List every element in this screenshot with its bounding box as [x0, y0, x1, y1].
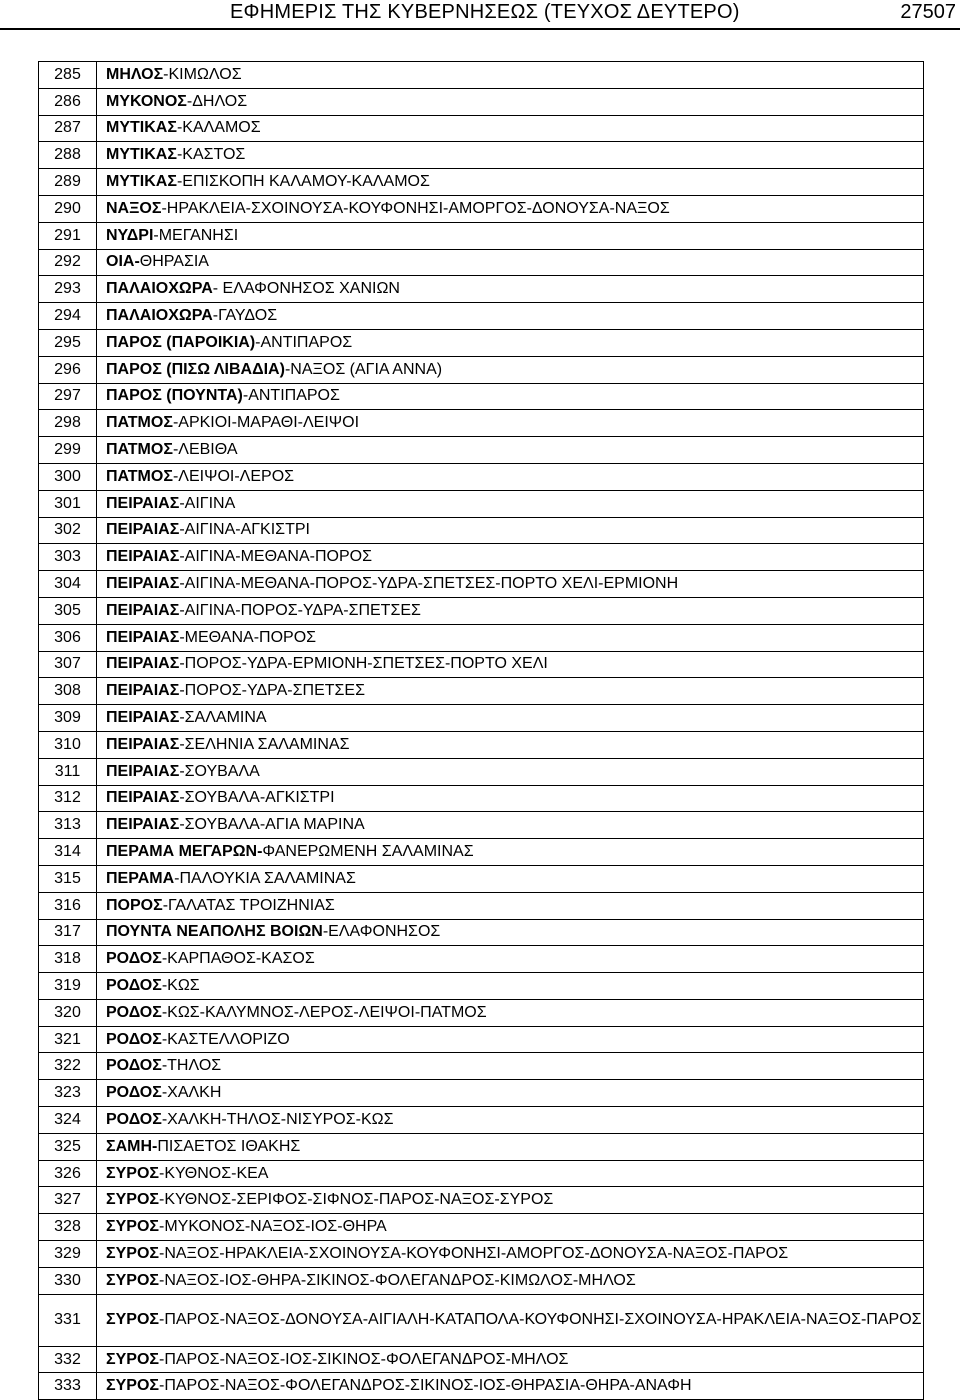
- table-row: [39, 597, 924, 624]
- table-row: [39, 785, 924, 812]
- route-stops: -ΜΥΚΟΝΟΣ-ΝΑΞΟΣ-ΙΟΣ-ΘΗΡΑ: [159, 1218, 387, 1236]
- table-row: [39, 946, 924, 973]
- route-number: 315: [39, 865, 97, 892]
- table-row: [39, 1026, 924, 1053]
- route-description: [97, 1294, 924, 1346]
- route-description: [97, 651, 924, 678]
- table-row: [39, 115, 924, 142]
- route-description: [97, 812, 924, 839]
- route-description: [97, 1214, 924, 1241]
- table-row: [39, 222, 924, 249]
- table-row: [39, 88, 924, 115]
- table-row: [39, 142, 924, 169]
- gazette-title: ΕΦΗΜΕΡΙΣ ΤΗΣ ΚΥΒΕΡΝΗΣΕΩΣ (ΤΕΥΧΟΣ ΔΕΥΤΕΡΟ): [230, 1, 740, 23]
- table-row: [39, 544, 924, 571]
- route-stops: -ΑΙΓΙΝΑ-ΑΓΚΙΣΤΡΙ: [179, 521, 310, 539]
- route-number: 323: [39, 1080, 97, 1107]
- route-origin: ΠΑΤΜΟΣ: [106, 441, 173, 459]
- route-number: 318: [39, 946, 97, 973]
- route-description: [97, 597, 924, 624]
- route-description: [97, 517, 924, 544]
- route-description: [97, 705, 924, 732]
- route-description: [97, 731, 924, 758]
- route-number: 290: [39, 195, 97, 222]
- route-description: [97, 249, 924, 276]
- route-number: 317: [39, 919, 97, 946]
- route-number: 304: [39, 571, 97, 598]
- route-number: 306: [39, 624, 97, 651]
- table-row: [39, 62, 924, 89]
- route-description: [97, 839, 924, 866]
- route-number: 327: [39, 1187, 97, 1214]
- route-origin: ΟΙΑ-: [106, 253, 140, 271]
- route-description: [97, 758, 924, 785]
- table-row: [39, 329, 924, 356]
- table-row: [39, 383, 924, 410]
- route-number: 300: [39, 463, 97, 490]
- route-number: 293: [39, 276, 97, 303]
- route-stops: -ΠΑΡΟΣ-ΝΑΞΟΣ-ΔΟΝΟΥΣΑ-ΑΙΓΙΑΛΗ-ΚΑΤΑΠΟΛΑ-ΚΟΥΦΟΝΗΣΙ-ΣΧΟΙΝΟΥΣΑ-ΗΡΑΚΛΕΙΑ-ΝΑΞΟΣ-ΠΑΡΟΣ: [159, 1311, 922, 1329]
- route-number: 320: [39, 999, 97, 1026]
- route-origin: ΠΑΡΟΣ (ΠΙΣΩ ΛΙΒΑΔΙΑ): [106, 360, 285, 378]
- route-number: 299: [39, 437, 97, 464]
- route-number: 312: [39, 785, 97, 812]
- route-stops: -ΜΕΓΑΝΗΣΙ: [153, 226, 239, 244]
- route-origin: ΠΕΙΡΑΙΑΣ: [106, 521, 180, 539]
- route-number: 295: [39, 329, 97, 356]
- route-stops: -ΜΕΘΑΝΑ-ΠΟΡΟΣ: [179, 628, 317, 646]
- route-description: [97, 169, 924, 196]
- route-description: [97, 892, 924, 919]
- route-number: 311: [39, 758, 97, 785]
- table-row: [39, 973, 924, 1000]
- route-stops: -ΤΗΛΟΣ: [161, 1057, 222, 1075]
- routes-table: [38, 61, 924, 1400]
- route-origin: ΜΥΤΙΚΑΣ: [106, 146, 177, 164]
- route-number: 333: [39, 1373, 97, 1400]
- table-row: [39, 303, 924, 330]
- route-description: [97, 195, 924, 222]
- route-stops: -ΓΑΥΔΟΣ: [212, 307, 278, 325]
- route-origin: ΜΥΤΙΚΑΣ: [106, 173, 177, 191]
- table-row: [39, 1160, 924, 1187]
- route-number: 321: [39, 1026, 97, 1053]
- table-row: [39, 865, 924, 892]
- table-row: [39, 517, 924, 544]
- table-row: [39, 356, 924, 383]
- route-description: [97, 437, 924, 464]
- route-origin: ΣΥΡΟΣ: [106, 1377, 159, 1395]
- route-number: 331: [39, 1294, 97, 1346]
- route-origin: ΣΥΡΟΣ: [106, 1164, 159, 1182]
- table-row: [39, 624, 924, 651]
- route-stops: -ΣΕΛΗΝΙΑ ΣΑΛΑΜΙΝΑΣ: [179, 735, 350, 753]
- route-origin: ΠΕΙΡΑΙΑΣ: [106, 816, 180, 834]
- table-row: [39, 678, 924, 705]
- route-stops: ΠΙΣΑΕΤΟΣ ΙΘΑΚΗΣ: [157, 1137, 301, 1155]
- route-stops: -ΝΑΞΟΣ-ΗΡΑΚΛΕΙΑ-ΣΧΟΙΝΟΥΣΑ-ΚΟΥΦΟΝΗΣΙ-ΑΜΟΡΓΟΣ-ΔΟΝΟΥΣΑ-ΝΑΞΟΣ-ΠΑΡΟΣ: [159, 1244, 789, 1262]
- route-number: 305: [39, 597, 97, 624]
- route-stops: -ΕΠΙΣΚΟΠΗ ΚΑΛΑΜΟΥ-ΚΑΛΑΜΟΣ: [176, 173, 430, 191]
- route-description: [97, 410, 924, 437]
- route-description: [97, 88, 924, 115]
- table-row: [39, 999, 924, 1026]
- route-description: [97, 1080, 924, 1107]
- route-number: 326: [39, 1160, 97, 1187]
- route-origin: ΝΥΔΡΙ: [106, 226, 154, 244]
- route-origin: ΣΥΡΟΣ: [106, 1244, 159, 1262]
- route-number: 319: [39, 973, 97, 1000]
- route-number: 307: [39, 651, 97, 678]
- route-description: [97, 222, 924, 249]
- route-origin: ΡΟΔΟΣ: [106, 1030, 162, 1048]
- route-description: [97, 1187, 924, 1214]
- route-origin: ΠΕΙΡΑΙΑΣ: [106, 575, 180, 593]
- route-description: [97, 490, 924, 517]
- table-row: [39, 1080, 924, 1107]
- table-row: [39, 410, 924, 437]
- route-origin: ΠΕΙΡΑΙΑΣ: [106, 655, 180, 673]
- route-origin: ΡΟΔΟΣ: [106, 950, 162, 968]
- route-description: [97, 383, 924, 410]
- table-row: [39, 1294, 924, 1346]
- route-number: 298: [39, 410, 97, 437]
- route-stops: -ΚΑΣΤΟΣ: [176, 146, 246, 164]
- route-number: 296: [39, 356, 97, 383]
- route-number: 285: [39, 62, 97, 89]
- route-origin: ΠΟΡΟΣ: [106, 896, 163, 914]
- table-row: [39, 195, 924, 222]
- page-header: [0, 0, 960, 30]
- table-row: [39, 812, 924, 839]
- route-origin: ΡΟΔΟΣ: [106, 976, 162, 994]
- route-origin: ΡΟΔΟΣ: [106, 1003, 162, 1021]
- route-stops: ΦΑΝΕΡΩΜΕΝΗ ΣΑΛΑΜΙΝΑΣ: [262, 843, 474, 860]
- route-origin: ΠΕΡΑΜΑ ΜΕΓΑΡΩΝ-: [106, 843, 263, 860]
- route-origin: ΣΥΡΟΣ: [106, 1271, 159, 1289]
- route-number: 332: [39, 1346, 97, 1373]
- route-number: 330: [39, 1267, 97, 1294]
- route-stops: -ΑΙΓΙΝΑ-ΠΟΡΟΣ-ΥΔΡΑ-ΣΠΕΤΣΕΣ: [179, 601, 421, 619]
- route-origin: ΠΕΙΡΑΙΑΣ: [106, 628, 180, 646]
- route-origin: ΠΑΤΜΟΣ: [106, 414, 173, 432]
- route-stops: -ΣΑΛΑΜΙΝΑ: [179, 709, 267, 727]
- route-number: 324: [39, 1107, 97, 1134]
- route-origin: ΠΕΙΡΑΙΑΣ: [106, 682, 180, 700]
- table-row: [39, 463, 924, 490]
- table-row: [39, 249, 924, 276]
- route-description: [97, 356, 924, 383]
- route-description: [97, 678, 924, 705]
- route-number: 287: [39, 115, 97, 142]
- route-description: [97, 946, 924, 973]
- route-origin: ΠΕΙΡΑΙΑΣ: [106, 789, 180, 807]
- route-description: [97, 463, 924, 490]
- route-stops: -ΣΟΥΒΑΛΑ: [179, 762, 260, 780]
- route-stops: -ΚΑΡΠΑΘΟΣ-ΚΑΣΟΣ: [161, 950, 315, 968]
- route-description: [97, 1053, 924, 1080]
- route-description: [97, 142, 924, 169]
- route-origin: ΣΥΡΟΣ: [106, 1218, 159, 1236]
- route-stops: -ΧΑΛΚΗ: [161, 1084, 222, 1102]
- route-description: [97, 624, 924, 651]
- route-number: 313: [39, 812, 97, 839]
- route-stops: -ΠΑΡΟΣ-ΝΑΞΟΣ-ΙΟΣ-ΣΙΚΙΝΟΣ-ΦΟΛΕΓΑΝΔΡΟΣ-ΜΗΛΟΣ: [159, 1350, 569, 1368]
- route-stops: -ΧΑΛΚΗ-ΤΗΛΟΣ-ΝΙΣΥΡΟΣ-ΚΩΣ: [161, 1110, 394, 1128]
- route-number: 310: [39, 731, 97, 758]
- route-stops: -ΚΥΘΝΟΣ-ΣΕΡΙΦΟΣ-ΣΙΦΝΟΣ-ΠΑΡΟΣ-ΝΑΞΟΣ-ΣΥΡΟΣ: [159, 1191, 554, 1209]
- route-description: [97, 785, 924, 812]
- route-origin: ΠΕΙΡΑΙΑΣ: [106, 494, 180, 512]
- route-description: [97, 1160, 924, 1187]
- route-origin: ΠΕΙΡΑΙΑΣ: [106, 548, 180, 566]
- route-origin: ΡΟΔΟΣ: [106, 1057, 162, 1075]
- route-description: [97, 919, 924, 946]
- route-origin: ΜΥΤΙΚΑΣ: [106, 119, 177, 137]
- table-row: [39, 731, 924, 758]
- route-number: 328: [39, 1214, 97, 1241]
- table-row: [39, 758, 924, 785]
- route-description: [97, 1133, 924, 1160]
- route-number: 316: [39, 892, 97, 919]
- route-number: 314: [39, 839, 97, 866]
- route-stops: -ΚΑΛΑΜΟΣ: [176, 119, 261, 137]
- page-number: 27507: [900, 1, 956, 23]
- table-row: [39, 437, 924, 464]
- table-row: [39, 1346, 924, 1373]
- route-stops: -ΑΙΓΙΝΑ-ΜΕΘΑΝΑ-ΠΟΡΟΣ: [179, 548, 372, 566]
- route-stops: -ΠΑΛΟΥΚΙΑ ΣΑΛΑΜΙΝΑΣ: [174, 869, 356, 887]
- route-stops: -ΑΡΚΙΟΙ-ΜΑΡΑΘΙ-ΛΕΙΨΟΙ: [172, 414, 360, 432]
- route-stops: -ΣΟΥΒΑΛΑ-ΑΓΚΙΣΤΡΙ: [179, 789, 335, 807]
- route-description: [97, 1267, 924, 1294]
- route-origin: ΜΥΚΟΝΟΣ: [106, 92, 187, 110]
- table-row: [39, 571, 924, 598]
- route-stops: -ΠΟΡΟΣ-ΥΔΡΑ-ΣΠΕΤΣΕΣ: [179, 682, 365, 700]
- route-number: 292: [39, 249, 97, 276]
- route-number: 297: [39, 383, 97, 410]
- route-description: [97, 999, 924, 1026]
- route-stops: -ΑΙΓΙΝΑ: [179, 494, 236, 512]
- table-row: [39, 276, 924, 303]
- route-description: [97, 973, 924, 1000]
- route-origin: ΣΑΜΗ-: [106, 1137, 158, 1155]
- table-row: [39, 1107, 924, 1134]
- route-stops: -ΑΙΓΙΝΑ-ΜΕΘΑΝΑ-ΠΟΡΟΣ-ΥΔΡΑ-ΣΠΕΤΣΕΣ-ΠΟΡΤΟ ΧΕΛΙ-ΕΡΜΙΟΝΗ: [179, 575, 679, 593]
- table-row: [39, 892, 924, 919]
- table-row: [39, 651, 924, 678]
- table-row: [39, 1241, 924, 1268]
- route-description: [97, 571, 924, 598]
- route-description: [97, 544, 924, 571]
- route-description: [97, 115, 924, 142]
- route-number: 308: [39, 678, 97, 705]
- route-number: 286: [39, 88, 97, 115]
- table-row: [39, 919, 924, 946]
- route-origin: ΣΥΡΟΣ: [106, 1191, 159, 1209]
- table-row: [39, 490, 924, 517]
- route-origin: ΠΕΙΡΑΙΑΣ: [106, 601, 180, 619]
- route-origin: ΠΕΡΑΜΑ: [106, 869, 175, 887]
- route-stops: -ΠΟΡΟΣ-ΥΔΡΑ-ΕΡΜΙΟΝΗ-ΣΠΕΤΣΕΣ-ΠΟΡΤΟ ΧΕΛΙ: [179, 655, 548, 673]
- route-number: 294: [39, 303, 97, 330]
- table-row: [39, 705, 924, 732]
- route-stops: -ΝΑΞΟΣ-ΙΟΣ-ΘΗΡΑ-ΣΙΚΙΝΟΣ-ΦΟΛΕΓΑΝΔΡΟΣ-ΚΙΜΩΛΟΣ-ΜΗΛΟΣ: [159, 1271, 636, 1289]
- route-stops: -ΚΩΣ: [161, 976, 200, 994]
- route-description: [97, 62, 924, 89]
- route-origin: ΜΗΛΟΣ: [106, 65, 164, 83]
- route-stops: -ΝΑΞΟΣ (ΑΓΙΑ ΑΝΝΑ): [284, 360, 443, 378]
- route-description: [97, 1241, 924, 1268]
- route-origin: ΠΑΡΟΣ (ΠΟΥΝΤΑ): [106, 387, 243, 405]
- route-origin: ΠΕΙΡΑΙΑΣ: [106, 735, 180, 753]
- route-number: 309: [39, 705, 97, 732]
- table-row: [39, 839, 924, 866]
- route-stops: -ΚΑΣΤΕΛΛΟΡΙΖΟ: [161, 1030, 290, 1048]
- route-stops: - ΕΛΑΦΟΝΗΣΟΣ ΧΑΝΙΩΝ: [212, 280, 400, 298]
- route-origin: ΣΥΡΟΣ: [106, 1311, 159, 1329]
- route-origin: ΣΥΡΟΣ: [106, 1350, 159, 1368]
- route-description: [97, 329, 924, 356]
- route-stops: ΘΗΡΑΣΙΑ: [139, 253, 209, 271]
- route-origin: ΡΟΔΟΣ: [106, 1084, 162, 1102]
- route-stops: -ΑΝΤΙΠΑΡΟΣ: [242, 387, 340, 405]
- route-number: 302: [39, 517, 97, 544]
- table-row: [39, 1187, 924, 1214]
- route-number: 291: [39, 222, 97, 249]
- route-stops: -ΕΛΑΦΟΝΗΣΟΣ: [322, 923, 441, 941]
- route-number: 325: [39, 1133, 97, 1160]
- route-origin: ΠΑΛΑΙΟΧΩΡΑ: [106, 280, 213, 298]
- route-stops: -ΠΑΡΟΣ-ΝΑΞΟΣ-ΦΟΛΕΓΑΝΔΡΟΣ-ΣΙΚΙΝΟΣ-ΙΟΣ-ΘΗΡΑΣΙΑ-ΘΗΡΑ-ΑΝΑΦΗ: [159, 1377, 692, 1395]
- route-number: 289: [39, 169, 97, 196]
- route-origin: ΝΑΞΟΣ: [106, 199, 162, 217]
- table-row: [39, 169, 924, 196]
- route-description: [97, 1346, 924, 1373]
- route-stops: -ΣΟΥΒΑΛΑ-ΑΓΙΑ ΜΑΡΙΝΑ: [179, 816, 365, 834]
- route-description: [97, 865, 924, 892]
- route-origin: ΠΑΛΑΙΟΧΩΡΑ: [106, 307, 213, 325]
- route-stops: -ΔΗΛΟΣ: [186, 92, 248, 110]
- table-row: [39, 1267, 924, 1294]
- table-row: [39, 1133, 924, 1160]
- route-stops: -ΛΕΒΙΘΑ: [172, 441, 238, 459]
- route-description: [97, 276, 924, 303]
- route-description: [97, 303, 924, 330]
- route-stops: -ΗΡΑΚΛΕΙΑ-ΣΧΟΙΝΟΥΣΑ-ΚΟΥΦΟΝΗΣΙ-ΑΜΟΡΓΟΣ-ΔΟΝΟΥΣΑ-ΝΑΞΟΣ: [161, 199, 670, 217]
- route-origin: ΠΕΙΡΑΙΑΣ: [106, 709, 180, 727]
- table-row: [39, 1214, 924, 1241]
- route-number: 322: [39, 1053, 97, 1080]
- route-origin: ΠΑΡΟΣ (ΠΑΡΟΙΚΙΑ): [106, 333, 256, 351]
- route-description: [97, 1107, 924, 1134]
- route-number: 288: [39, 142, 97, 169]
- route-number: 301: [39, 490, 97, 517]
- route-stops: -ΚΙΜΩΛΟΣ: [163, 65, 242, 83]
- route-description: [97, 1026, 924, 1053]
- route-number: 303: [39, 544, 97, 571]
- route-stops: -ΚΩΣ-ΚΑΛΥΜΝΟΣ-ΛΕΡΟΣ-ΛΕΙΨΟΙ-ΠΑΤΜΟΣ: [161, 1003, 487, 1021]
- route-stops: -ΛΕΙΨΟΙ-ΛΕΡΟΣ: [172, 467, 295, 485]
- route-origin: ΠΕΙΡΑΙΑΣ: [106, 762, 180, 780]
- table-row: [39, 1053, 924, 1080]
- route-origin: ΠΑΤΜΟΣ: [106, 467, 173, 485]
- route-stops: -ΑΝΤΙΠΑΡΟΣ: [255, 333, 353, 351]
- route-number: 329: [39, 1241, 97, 1268]
- route-stops: -ΓΑΛΑΤΑΣ ΤΡΟΙΖΗΝΙΑΣ: [162, 896, 335, 914]
- route-origin: ΡΟΔΟΣ: [106, 1110, 162, 1128]
- route-stops: -ΚΥΘΝΟΣ-ΚΕΑ: [159, 1164, 269, 1182]
- route-origin: ΠΟΥΝΤΑ ΝΕΑΠΟΛΗΣ ΒΟΙΩΝ: [106, 923, 323, 941]
